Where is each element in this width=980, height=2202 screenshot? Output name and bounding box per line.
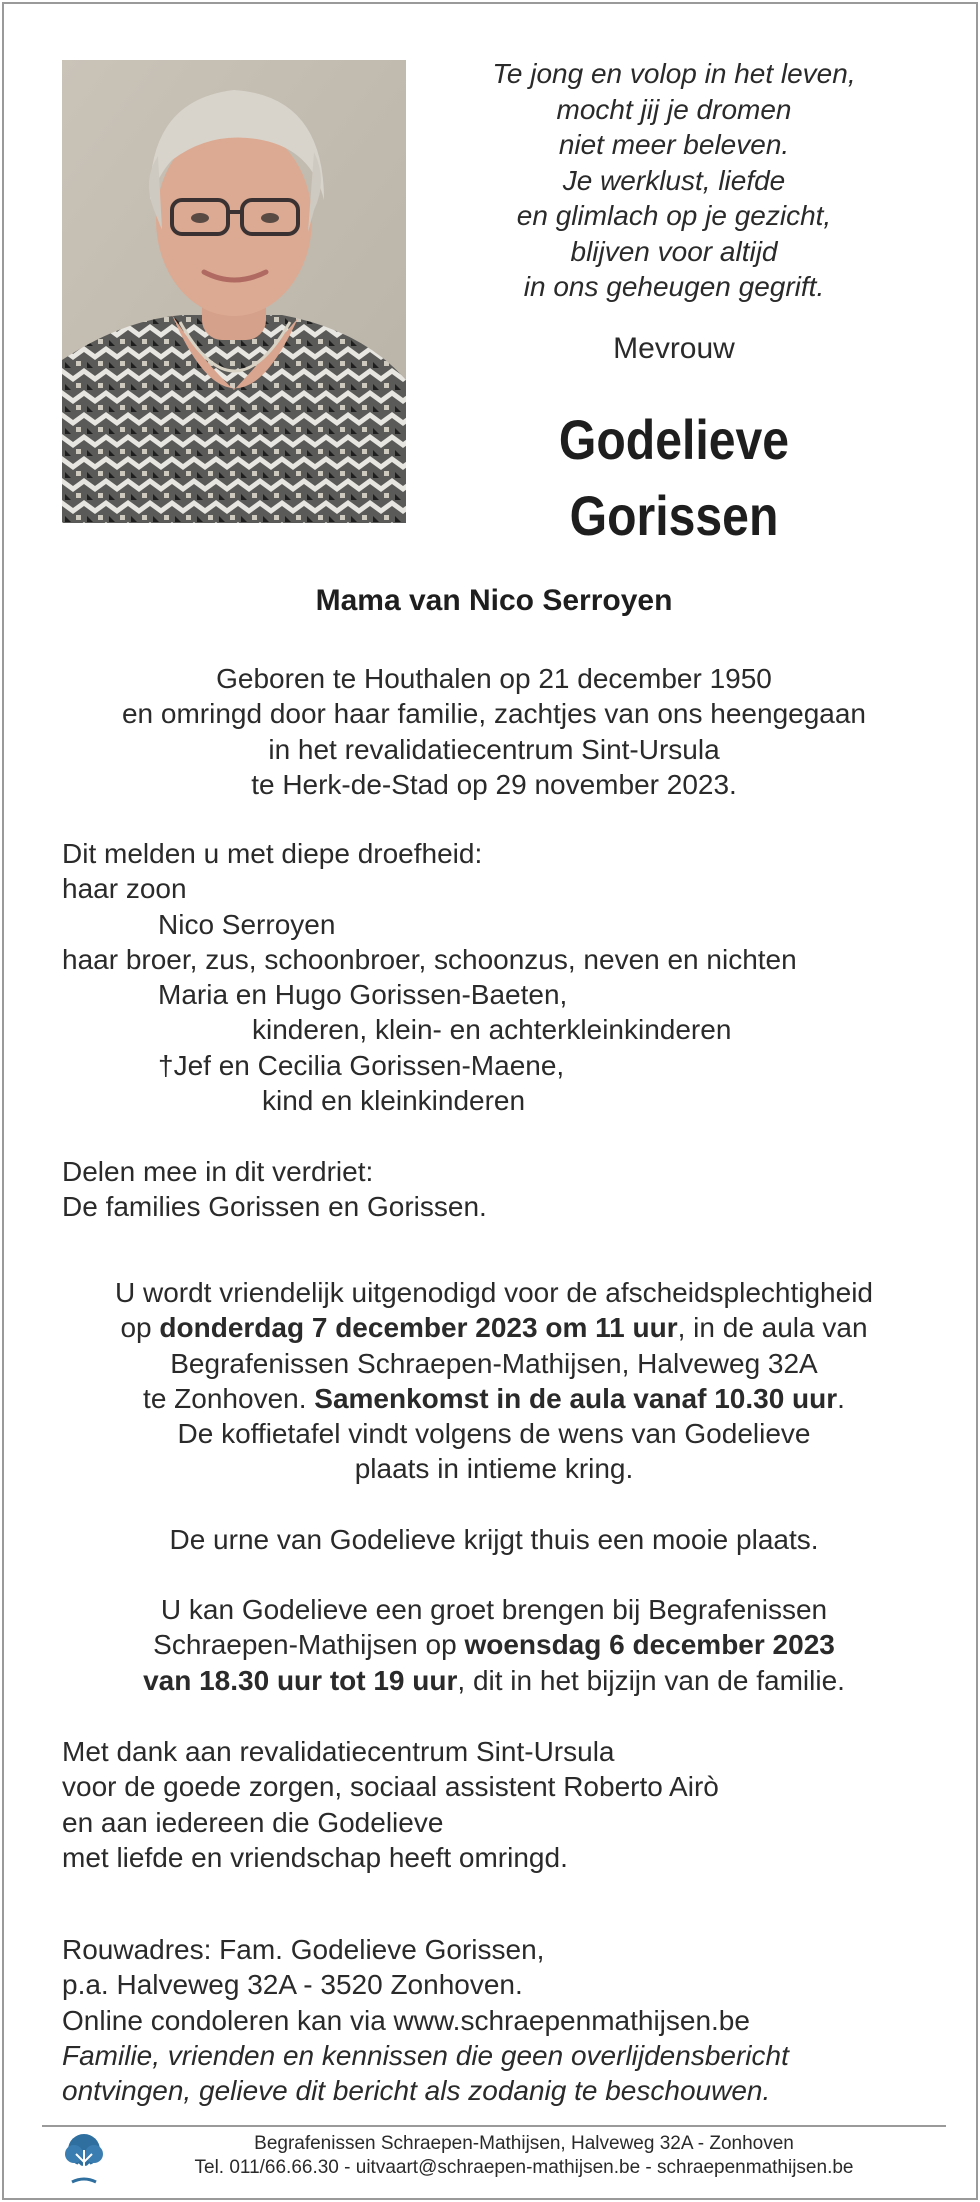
urn-note [4,1522,980,1557]
funeral-home-footer [104,2132,944,2180]
thanks-line: Met dank aan revalidatiecentrum Sint-Ursula [62,1736,615,1767]
sibling-family: kind en kleinkinderen [262,1085,526,1117]
detail-line: en omringd door haar familie, zachtjes van ons heengegaan [121,698,867,730]
visitation-line [4,1627,980,1662]
visitation-line [4,1663,980,1698]
ceremony-invitation [4,1275,980,1487]
relationship-subtitle: Mama van Nico Serroyen [315,584,673,617]
share-families: De families Gorissen en Gorissen. [62,1191,487,1223]
address-line: Rouwadres: Fam. Godelieve Gorissen, [62,1934,545,1965]
last-name: Gorissen [569,484,779,547]
acknowledgements [62,1734,962,1875]
family-announcement [62,836,962,1118]
detail-line: Geboren te Houthalen op 21 december 1950 [216,663,772,694]
birth-death-details [4,661,980,802]
gathering-time: Samenkomst in de aula vanaf 10.30 uur [314,1382,838,1414]
visitation-info [4,1592,980,1698]
condolence-link[interactable]: Online condoleren kan via www.schraepenmathijsen.be [62,2004,750,2036]
ceremony-text: . [837,1382,845,1414]
visitation-text: Schraepen-Mathijsen op [153,1629,465,1661]
footer-divider [42,2125,946,2127]
ceremony-text: , in de aula van [677,1312,868,1344]
visitation-date: woensdag 6 december 2023 [464,1629,835,1661]
son-label: haar zoon [62,873,187,905]
sibling-family: kinderen, klein- en achterkleinkinderen [252,1014,732,1046]
visitation-text: , dit in het bijzijn van de familie. [457,1664,845,1696]
shared-grief [62,1154,962,1225]
notice-line: ontvingen, gelieve dit bericht als zodanig te beschouwen. [62,2075,771,2107]
urn-line: De urne van Godelieve krijgt thuis een mooie plaats. [169,1524,819,1555]
share-intro: Delen mee in dit verdriet: [62,1156,374,1187]
footer-contact: Tel. 011/66.66.30 - uitvaart@schraepen-mathijsen.be - schraepenmathijsen.be [194,2157,854,2178]
ceremony-text: te Zonhoven. [143,1382,315,1414]
detail-line: te Herk-de-Stad op 29 november 2023. [251,768,737,800]
ceremony-line: U wordt vriendelijk uitgenodigd voor de afscheidsplechtigheid [114,1277,873,1308]
mourning-address [62,1932,962,2108]
visitation-line: U kan Godelieve een groet brengen bij Begrafenissen [160,1594,828,1625]
honorific: Mevrouw [613,332,735,365]
deceased-name [459,402,889,554]
ceremony-text: op [120,1312,160,1344]
ceremony-line: De koffietafel vindt volgens de wens van Godelieve [177,1418,811,1450]
notice-line: Familie, vrienden en kennissen die geen overlijdensbericht [62,2039,789,2071]
ceremony-date: donderdag 7 december 2023 om 11 uur [159,1312,678,1344]
ceremony-line: Begrafenissen Schraepen-Mathijsen, Halveweg 32A [170,1347,818,1379]
first-name: Godelieve [558,408,790,471]
poem-line: niet meer beleven. [558,129,790,160]
address-line: p.a. Halveweg 32A - 3520 Zonhoven. [62,1969,523,2001]
poem [424,56,924,305]
thanks-line: voor de goede zorgen, sociaal assistent Roberto Airò [62,1771,719,1803]
sibling-name: Maria en Hugo Gorissen-Baeten, [158,979,568,1011]
footer-line: Begrafenissen Schraepen-Mathijsen, Halveweg 32A - Zonhoven [254,2133,794,2154]
poem-line: Te jong en volop in het leven, [492,58,856,89]
siblings-label: haar broer, zus, schoonbroer, schoonzus, neven en nichten [62,943,797,975]
visitation-time: van 18.30 uur tot 19 uur [143,1664,458,1696]
tree-logo-icon [62,2132,106,2188]
sibling-name: †Jef en Cecilia Gorissen-Maene, [158,1049,565,1081]
detail-line: in het revalidatiecentrum Sint-Ursula [268,733,720,765]
obituary-card [2,2,978,2200]
son-name: Nico Serroyen [158,908,336,940]
thanks-line: met liefde en vriendschap heeft omringd. [62,1841,568,1873]
portrait-photo [62,60,406,523]
announce-intro: Dit melden u met diepe droefheid: [62,838,483,869]
poem-line: in ons geheugen gegrift. [523,271,825,302]
thanks-line: en aan iedereen die Godelieve [62,1806,444,1838]
ceremony-line [4,1310,980,1345]
poem-line: Je werklust, liefde [562,164,786,196]
poem-line: en glimlach op je gezicht, [516,200,832,231]
poem-line: mocht jij je dromen [556,93,792,125]
poem-line: blijven voor altijd [570,235,778,267]
ceremony-line [4,1381,980,1416]
ceremony-line: plaats in intieme kring. [354,1453,634,1485]
